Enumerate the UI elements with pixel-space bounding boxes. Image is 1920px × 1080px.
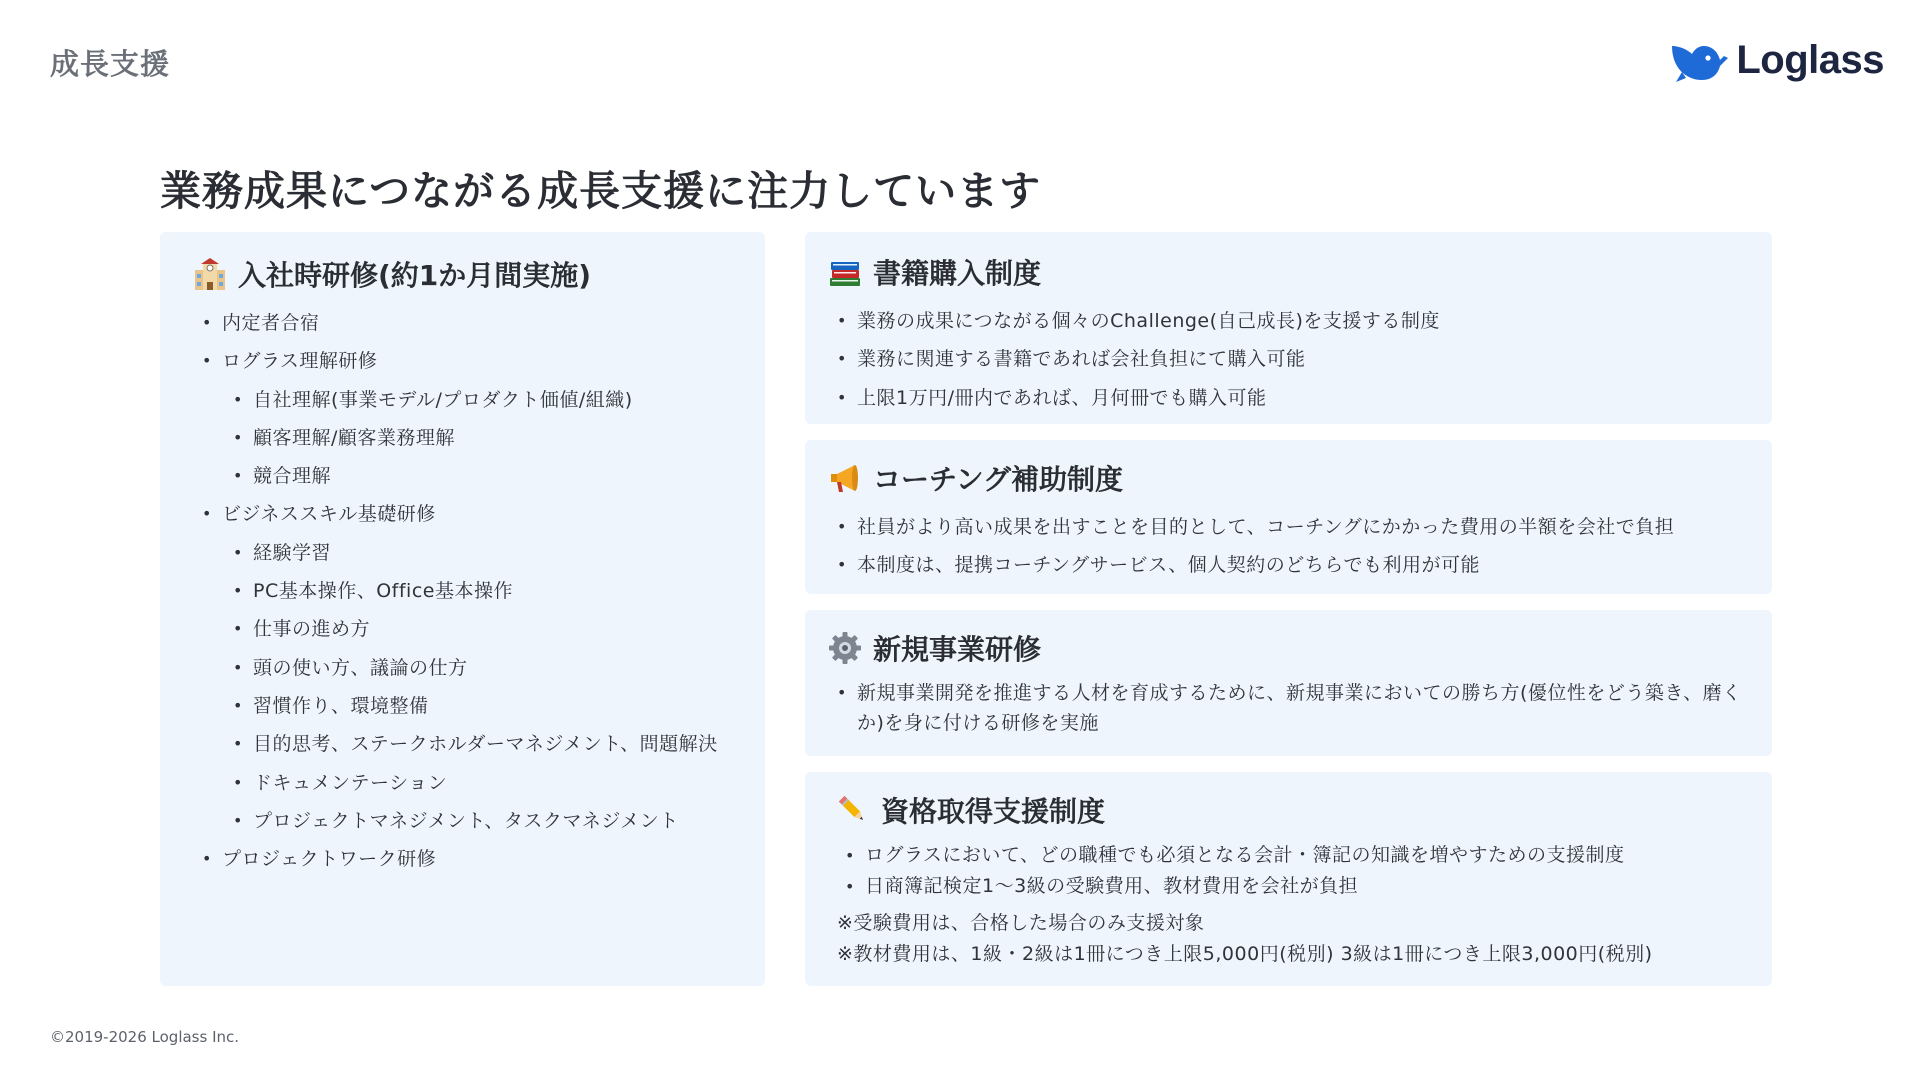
card-title-text: 書籍購入制度 bbox=[873, 257, 1042, 290]
pencil-icon bbox=[835, 792, 871, 828]
page-title: 業務成果につながる成長支援に注力しています bbox=[160, 167, 1042, 215]
logo bbox=[1668, 36, 1884, 84]
list-item: • 社員がより高い成果を出すことを目的として、コーチングにかかった費用の半額を会社で負担 bbox=[827, 508, 1772, 546]
onboarding-item-list bbox=[192, 304, 765, 878]
card-title bbox=[827, 252, 1772, 292]
list-item: • ログラスにおいて、どの職種でも必須となる会計・簿記の知識を増やすための支援制度 bbox=[835, 840, 1772, 871]
license-item-list bbox=[835, 840, 1772, 902]
coaching-item-list bbox=[827, 508, 1772, 585]
sub-list-item: • 競合理解 bbox=[192, 457, 765, 495]
sub-list-item: • 顧客理解/顧客業務理解 bbox=[192, 419, 765, 457]
whale-logo-icon bbox=[1668, 36, 1730, 84]
list-item: • 上限1万円/冊内であれば、月何冊でも購入可能 bbox=[827, 379, 1772, 417]
new-business-item-list bbox=[827, 678, 1772, 738]
sub-list-item: • プロジェクトマネジメント、タスクマネジメント bbox=[192, 802, 765, 840]
list-item: • 新規事業開発を推進する人材を育成するために、新規事業においての勝ち方(優位性をどう築き、磨くか)を身に付ける研修を実施 bbox=[827, 678, 1772, 738]
license-notes bbox=[835, 908, 1772, 970]
card-title bbox=[835, 790, 1772, 830]
sub-list-item: • 頭の使い方、議論の仕方 bbox=[192, 649, 765, 687]
megaphone-icon bbox=[827, 460, 863, 496]
list-item: • プロジェクトワーク研修 bbox=[192, 840, 765, 878]
onboarding-training-card bbox=[160, 232, 765, 986]
list-item: • 日商簿記検定1〜3級の受験費用、教材費用を会社が負担 bbox=[835, 871, 1772, 902]
license-support-card bbox=[805, 772, 1772, 986]
section-label: 成長支援 bbox=[50, 47, 171, 81]
school-building-icon bbox=[192, 256, 228, 292]
book-purchase-card bbox=[805, 232, 1772, 424]
list-item: • 内定者合宿 bbox=[192, 304, 765, 342]
copyright: ©2019-2026 Loglass Inc. bbox=[50, 1028, 240, 1046]
card-title bbox=[827, 628, 1772, 668]
sub-list-item: • PC基本操作、Office基本操作 bbox=[192, 572, 765, 610]
coaching-support-card bbox=[805, 440, 1772, 594]
list-item: • 本制度は、提携コーチングサービス、個人契約のどちらでも利用が可能 bbox=[827, 546, 1772, 584]
card-title-text: コーチング補助制度 bbox=[873, 463, 1124, 496]
card-title-text: 入社時研修(約1か月間実施) bbox=[238, 259, 592, 292]
sub-list-item: • 経験学習 bbox=[192, 534, 765, 572]
note-text: ※受験費用は、合格した場合のみ支援対象 bbox=[837, 912, 1205, 934]
logo-text: Loglass bbox=[1736, 37, 1884, 82]
list-item: • ビジネススキル基礎研修 bbox=[192, 495, 765, 533]
gear-icon bbox=[827, 630, 863, 666]
card-title bbox=[192, 254, 765, 294]
sub-list-item: • ドキュメンテーション bbox=[192, 764, 765, 802]
book-purchase-item-list bbox=[827, 302, 1772, 417]
list-item: • 業務の成果につながる個々のChallenge(自己成長)を支援する制度 bbox=[827, 302, 1772, 340]
sub-list-item: • 目的思考、ステークホルダーマネジメント、問題解決 bbox=[192, 725, 765, 763]
sub-list-item: • 習慣作り、環境整備 bbox=[192, 687, 765, 725]
sub-list-item: • 自社理解(事業モデル/プロダクト価値/組織) bbox=[192, 381, 765, 419]
card-title-text: 新規事業研修 bbox=[873, 633, 1042, 666]
list-item: • 業務に関連する書籍であれば会社負担にて購入可能 bbox=[827, 340, 1772, 378]
note-text: ※教材費用は、1級・2級は1冊につき上限5,000円(税別) 3級は1冊につき上限3,000円(税別) bbox=[837, 943, 1653, 965]
card-title bbox=[827, 458, 1772, 498]
card-title-text: 資格取得支援制度 bbox=[881, 795, 1106, 828]
list-item: • ログラス理解研修 bbox=[192, 342, 765, 380]
sub-list-item: • 仕事の進め方 bbox=[192, 610, 765, 648]
books-icon bbox=[827, 254, 863, 290]
new-business-training-card bbox=[805, 610, 1772, 756]
